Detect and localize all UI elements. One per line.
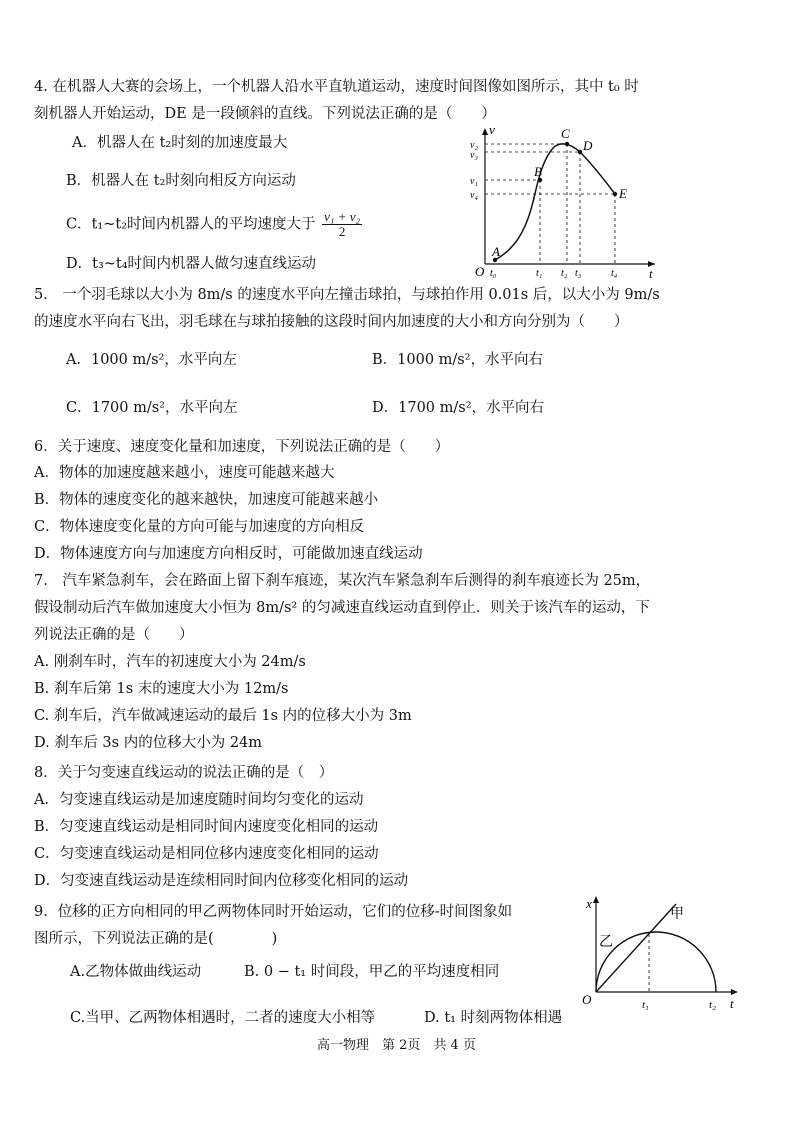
q5-stem-line2: 的速度水平向右飞出，羽毛球在与球拍接触的这段时间内加速度的大小和方向分别为（ ） [34,314,629,330]
q4-point-d [578,150,582,154]
q4-option-b: B．机器人在 t₂时刻向相反方向运动 [66,173,296,189]
q5-stem-line1: 5. 一个羽毛球以大小为 8m/s 的速度水平向左撞击球拍，与球拍作用 0.01s 后，以大小为 9m/s [34,287,660,303]
q9-x-axis-arrow [593,896,599,903]
q4-option-c [66,210,364,239]
q6-stem: 6．关于速度、速度变化量和加速度，下列说法正确的是（ ） [34,439,450,455]
q8-option-b: B．匀变速直线运动是相同时间内速度变化相同的运动 [34,819,379,835]
q4-v-axis-arrow [482,128,488,135]
q4-label-c: C [561,126,570,141]
q9-curve-yi [596,932,716,992]
q9-axis-label-x: x [586,896,592,911]
page-footer: 高一物理 第 2页 共 4 页 [317,1038,476,1053]
q4-tick-t1: t₁ [536,268,543,278]
q9-label-yi: 乙 [599,935,613,950]
q4-velocity-curve [495,144,615,260]
q5-option-b: B．1000 m/s²，水平向右 [372,352,544,368]
q9-tick-t1: t₁ [642,999,649,1011]
q6-option-b: B．物体的速度变化的越来越快，加速度可能越来越小 [34,492,379,508]
q4-stem-line1: 4. 在机器人大赛的会场上，一个机器人沿水平直轨道运动，速度时间图像如图所示，其中 t₀ 时 [34,79,639,95]
q4-tick-t0: t₀ [490,268,497,278]
q9-option-b: B. 0 − t₁ 时间段，甲乙的平均速度相同 [244,964,500,980]
q7-stem-line3: 列说法正确的是（ ） [34,627,194,643]
q8-stem: 8．关于匀变速直线运动的说法正确的是（ ） [34,765,334,781]
q9-axis-label-t: t [730,996,734,1011]
q4-point-c [565,142,569,146]
q4-tick-v3: v₃ [470,150,478,161]
q4-tick-t4: t₄ [611,268,618,278]
q4-tick-v1: v₁ [470,176,478,187]
q4-label-e: E [619,186,627,201]
q4-tick-v4: v₄ [470,190,478,201]
q5-option-d: D．1700 m/s²，水平向右 [372,400,545,416]
q4-fraction-denominator: 2 [338,224,346,239]
q4-fraction-numerator: v₁ + v₂ [324,209,360,224]
q7-option-a: A. 刚刹车时，汽车的初速度大小为 24m/s [34,654,306,670]
q7-option-c: C. 刹车后，汽车做减速运动的最后 1s 内的位移大小为 3m [34,708,412,724]
q4-origin-label: O [475,264,485,278]
q5-option-c: C．1700 m/s²，水平向左 [66,400,238,416]
q7-option-d: D. 刹车后 3s 内的位移大小为 24m [34,735,263,751]
q4-tick-t2: t₂ [561,268,568,278]
q7-option-b: B. 刹车后第 1s 末的速度大小为 12m/s [34,681,289,697]
q9-stem-line2: 图所示，下列说法正确的是( ) [34,931,278,947]
q9-label-jia: 甲 [670,907,684,922]
q4-stem-line2: 刻机器人开始运动，DE 是一段倾斜的直线。下列说法正确的是（ ） [34,106,496,122]
q8-option-d: D．匀变速直线运动是连续相同时间内位移变化相同的运动 [34,873,409,889]
q9-tick-t2: t₂ [709,999,716,1011]
q9-xt-graph [572,888,742,1014]
q4-vt-graph [465,122,665,278]
q5-option-a: A．1000 m/s²，水平向左 [66,352,237,368]
q9-option-a: A.乙物体做曲线运动 [70,964,202,980]
q4-label-d: D [583,138,593,153]
q4-option-a: A．机器人在 t₂时刻的加速度最大 [72,135,288,151]
q4-axis-label-t: t [649,266,653,278]
q4-option-c-fraction [322,210,362,239]
q4-point-e [613,192,617,196]
q7-stem-line1: 7. 汽车紧急刹车，会在路面上留下刹车痕迹，某次汽车紧急刹车后测得的刹车痕迹长为 25m， [34,573,651,589]
q9-option-d: D. t₁ 时刻两物体相遇 [424,1010,563,1026]
q4-tick-t3: t₃ [575,268,582,278]
q8-option-a: A．匀变速直线运动是加速度随时间均匀变化的运动 [34,792,364,808]
q4-option-d: D．t₃~t₄时间内机器人做匀速直线运动 [66,256,317,272]
q4-axis-label-v: v [489,122,495,137]
q4-tick-v2: v₂ [470,140,478,151]
q9-origin-label: O [582,992,592,1007]
q4-label-a: A [492,244,500,259]
q4-guide-lines [485,144,615,264]
q6-option-c: C．物体速度变化量的方向可能与加速度的方向相反 [34,519,365,535]
q7-stem-line2: 假设制动后汽车做加速度大小恒为 8m/s² 的匀减速直线运动直到停止．则关于该汽车的运动，下 [34,600,650,616]
q8-option-c: C．匀变速直线运动是相同位移内速度变化相同的运动 [34,846,379,862]
q9-t-axis-arrow [731,989,738,995]
q9-stem-line1: 9．位移的正方向相同的甲乙两物体同时开始运动，它们的位移-时间图象如 [34,904,513,920]
q4-option-c-text: C．t₁~t₂时间内机器人的平均速度大于 [66,216,316,233]
q6-option-a: A．物体的加速度越来越小，速度可能越来越大 [34,465,335,481]
q4-label-b: B [534,164,542,179]
q6-option-d: D．物体速度方向与加速度方向相反时，可能做加速直线运动 [34,546,423,562]
q9-option-c: C.当甲、乙两物体相遇时，二者的速度大小相等 [70,1010,376,1026]
